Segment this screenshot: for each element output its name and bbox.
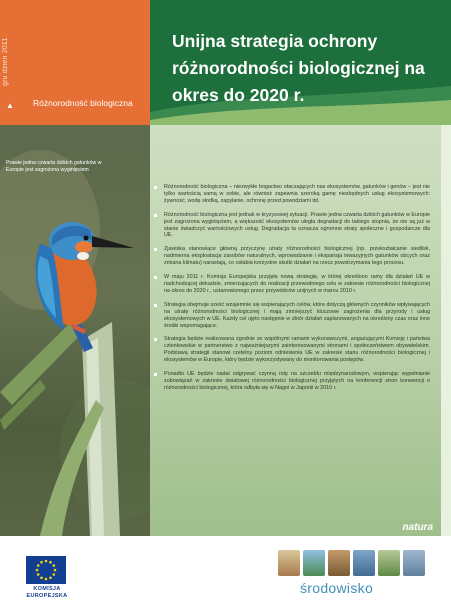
eu-commission-label: KOMISJA EUROPEJSKA	[26, 586, 68, 599]
photo-caption: Prawie jedna czwarta dzikich gatunków w Europie jest zagrożona wyginięciem	[6, 160, 102, 173]
logo-tile	[378, 550, 400, 576]
eu-stars-icon	[26, 556, 66, 584]
paragraph: Różnorodność biologiczna – niezwykłe bogactwo otaczających nas ekosystemów, gatunków i genów – jest nie tylko wartością samą w sobie, ale również zapewnia szeroką gamę niezbędnych usług ekosystemowych: żywność, wodę słodką, zapylanie, ochronę przed powodziami itd.	[164, 184, 430, 205]
natura-label: natura	[402, 522, 433, 533]
bullet-icon	[154, 214, 157, 217]
environment-label: środowisko	[300, 580, 374, 596]
bullet-icon	[154, 373, 157, 376]
header-orange-block	[0, 0, 150, 125]
bullet-icon	[154, 338, 157, 341]
logo-tile	[303, 550, 325, 576]
paragraph: Ponadto UE będzie nadal odgrywać czynną rolę na szczeblu międzynarodowym, wspierając wypełnianie zobowiązań w zakresie światowej różnorodności biologicznej przyjętych na konferencji stron konwencji o różnorodności biologicznej, która odbyła się w Nagoi w Japonii w 2010 r.	[164, 371, 430, 392]
paragraph: W maju 2011 r. Komisja Europejska przyjęła nową strategię, w której określono ramy dla działań UE w nadchodzącej dekadzie, zmierzających do realizacji przewodniego celu w zakresie różnorodności biologicznej na okres do 2020 r., ustanowionego przez przywódców unijnych w marcu 2010 r.	[164, 274, 430, 295]
logo-tile	[353, 550, 375, 576]
bullet-icon	[154, 276, 157, 279]
paragraph: Różnorodność biologiczna jest jednak w kryzysowej sytuacji. Prawie jedna czwarta dzikich gatunków w Europie jest zagrożona wyginięciem, a większość ekosystemów uległa degradacji do takiego stopnia, że nie są już w stanie świadczyć wartościowych usług. Degradacja ta oznacza ogromne straty społeczne i gospodarcze dla UE.	[164, 212, 430, 240]
header-title-block	[150, 0, 451, 125]
logo-tile	[403, 550, 425, 576]
text-panel	[150, 125, 451, 536]
paragraph: Zjawiska stanowiące główną przyczynę utraty różnorodności biologicznej (np. przekształcanie siedlisk, nadmierna eksploatacja zasobów naturalnych, wprowadzanie i ekspansja inwazyjnych gatunków obcych oraz zmiana klimatu) narastają, co osłabia korzystne skutki działań na rzecz powstrzymania tego procesu.	[164, 246, 430, 267]
environment-logo-tiles	[278, 550, 428, 576]
paragraph: Strategia obejmuje sześć wzajemnie się wspierających celów, które dotyczą głównych czynników wpływających na utratę różnorodności biologicznej i mają zmniejszyć kluczowe zagrożenia dla przyrody i usług ekosystemowych w UE. Każdy cel ujęto następnie w zbiór działań zaplanowanych na określony czas oraz inne środki wspomagające.	[164, 302, 430, 330]
category-label: Różnorodność biologiczna	[33, 98, 133, 108]
category-marker-icon: ▲	[6, 101, 14, 110]
paragraph-list	[164, 184, 430, 399]
footer	[0, 536, 451, 606]
side-date-text: gru dzień 2011	[2, 37, 9, 86]
logo-tile	[278, 550, 300, 576]
paragraph: Strategia będzie realizowana zgodnie ze wspólnymi ramami wykonawczymi, angażującymi Komisję i państwa członkowskie w partnerstwo z najważniejszymi zainteresowanymi stronami i społeczeństwem obywatelskim. Podstawą strategii stanowi rzetelny poziom odniesienia UE w zakresie stanu różnorodności biologicznej i ekosystemów w Europie, który będzie wykorzystywany do monitorowania postępów.	[164, 336, 430, 364]
bullet-icon	[154, 304, 157, 307]
logo-tile	[328, 550, 350, 576]
page-title: Unijna strategia ochrony różnorodności biologicznej na okres do 2020 r.	[172, 31, 425, 105]
eu-flag-logo	[26, 556, 66, 584]
bullet-icon	[154, 186, 157, 189]
panel-side-bar	[441, 125, 451, 536]
bullet-icon	[154, 248, 157, 251]
